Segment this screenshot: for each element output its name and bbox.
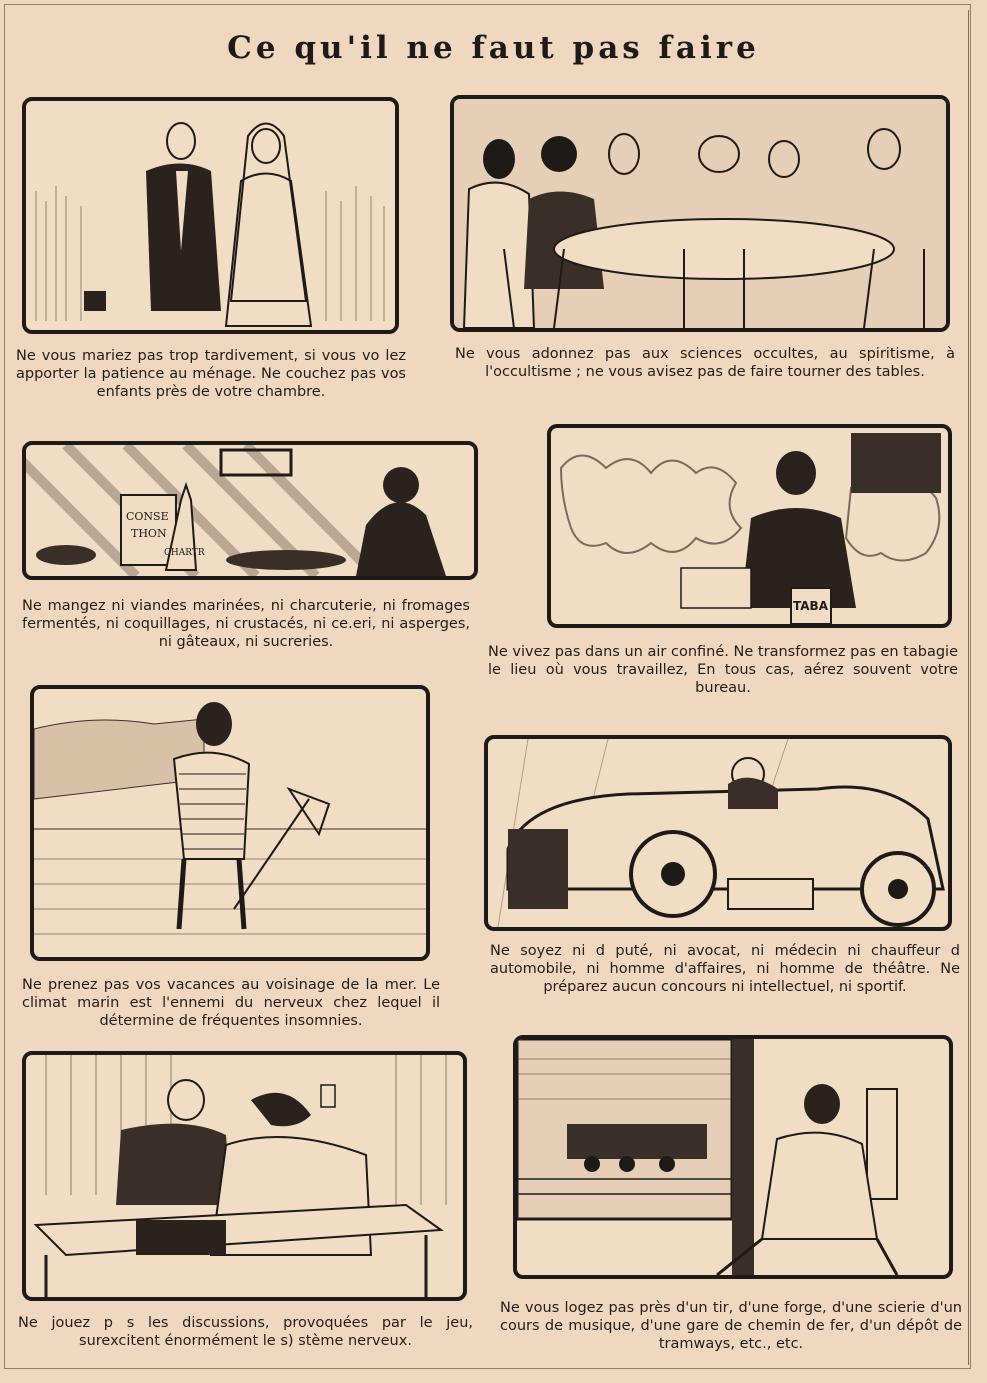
smoking-drawing [551,428,948,624]
eating-drawing [26,445,474,576]
illustration-smoking [547,424,952,628]
beach-drawing [34,689,426,957]
caption-seance: Ne vous adonnez pas aux sciences occultes, au spiritisme, à l'occultisme ; ne vous avisez pas de faire tourner des tables. [455,346,955,380]
page-title: Ce qu'il ne faut pas faire [227,30,760,66]
illustration-car [484,735,952,931]
label-conserve: CONSE [126,510,169,523]
caption-smoking: Ne vivez pas dans un air confiné. Ne transformez pas en tabagie le lieu où vous travaillez, En tous cas, aérez souvent votre bureau. [488,644,958,696]
caption-station: Ne vous logez pas près d'un tir, d'une forge, d'une scierie d'un cours de musique, d'une gare de chemin de fer, d'un dépôt de tramways, etc., etc. [500,1300,962,1352]
station-drawing [517,1039,949,1275]
wedding-drawing [26,101,395,330]
column-rule [968,10,969,1365]
illustration-beach [30,685,430,961]
illustration-station [513,1035,953,1279]
label-tabac: TABA [793,599,828,613]
illustration-seance [450,95,950,332]
caption-wedding: Ne vous mariez pas trop tardivement, si vous vo lez apporter la patience au ménage. Ne couchez pas vos enfants près de votre chambre. [16,348,406,400]
illustration-eating [22,441,478,580]
illustration-cards [22,1051,467,1301]
label-chartreuse: CHARTR [164,548,205,558]
caption-car: Ne soyez ni d puté, ni avocat, ni médecin ni chauffeur d automobile, ni homme d'affaires, ni homme de théâtre. Ne préparez aucun concours ni intellectuel, ni sportif. [490,943,960,995]
caption-cards: Ne jouez p s les discussions, provoquées par le jeu, surexcitent énormément le s) stème nerveux. [18,1315,473,1349]
car-drawing [488,739,948,927]
caption-eating: Ne mangez ni viandes marinées, ni charcuterie, ni fromages fermentés, ni coquillages, ni crustacés, ni ce.eri, ni asperges, ni gâteaux, ni sucreries. [22,598,470,650]
label-thon: THON [131,527,167,540]
seance-drawing [454,99,946,328]
illustration-wedding [22,97,399,334]
cards-drawing [26,1055,463,1297]
caption-beach: Ne prenez pas vos vacances au voisinage de la mer. Le climat marin est l'ennemi du nerveux chez lequel il détermine de fréquentes insomnies. [22,977,440,1029]
